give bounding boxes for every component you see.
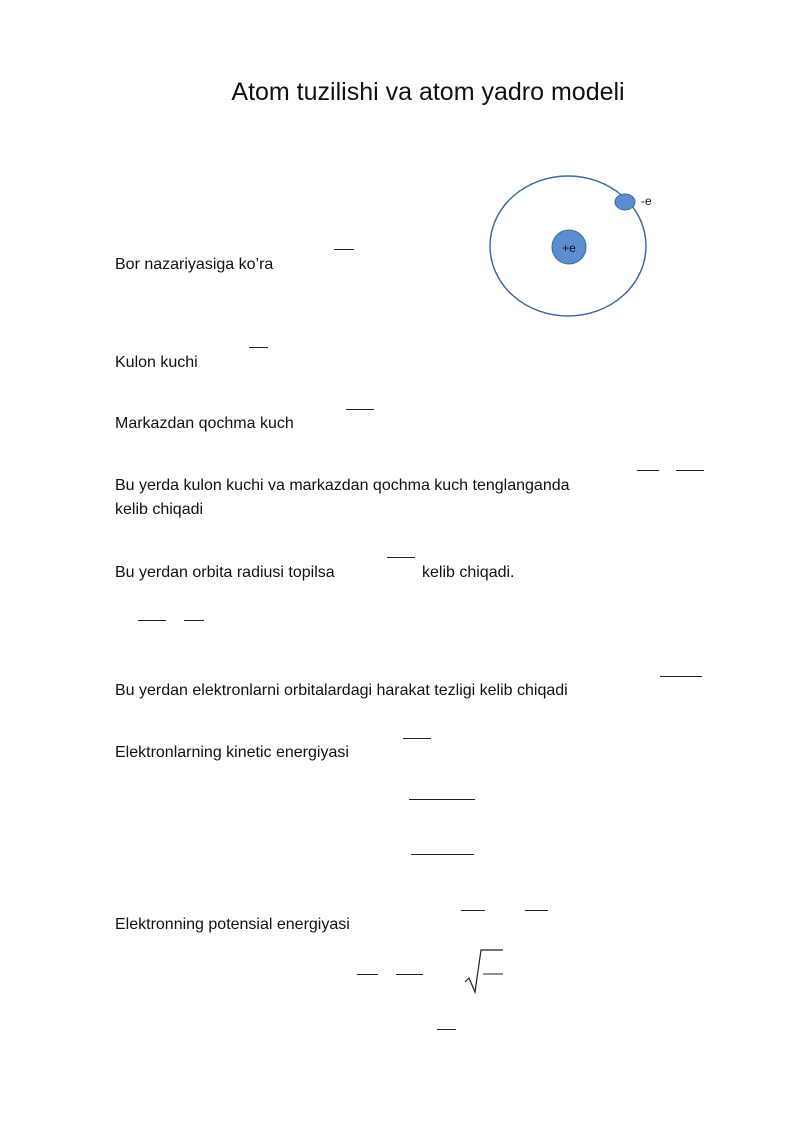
page-title: Atom tuzilishi va atom yadro modeli [231,78,625,106]
formula-fraction-bar [409,799,475,800]
formula-fraction-bar [138,620,166,621]
paragraph-tezlik: Bu yerdan elektronlarni orbitalardagi harakat tezligi kelib chiqadi [115,682,568,699]
formula-fraction-bar [637,470,659,471]
formula-fraction-bar [334,249,354,250]
formula-fraction-bar [660,676,702,677]
formula-fraction-bar [249,347,268,348]
formula-fraction-bar [403,738,431,739]
atom-diagram [486,170,676,322]
formula-fraction-bar [437,1029,456,1030]
paragraph-radius-a: Bu yerdan orbita radiusi topilsa [115,564,335,581]
formula-fraction-bar [346,409,374,410]
formula-fraction-bar [184,620,204,621]
paragraph-radius-b: kelib chiqadi. [422,564,515,581]
formula-fraction-bar [387,557,415,558]
electron-circle [615,194,635,210]
paragraph-tenglash-line1: Bu yerda kulon kuchi va markazdan qochma kuch tenglanganda [115,477,570,494]
electron-label: -e [641,194,652,208]
paragraph-bor: Bor nazariyasiga ko’ra [115,256,274,273]
paragraph-markazdan: Markazdan qochma kuch [115,415,294,432]
formula-fraction-bar [411,854,474,855]
square-root-icon [463,946,505,996]
formula-fraction-bar [396,974,423,975]
nucleus-label: +e [562,241,576,255]
paragraph-tenglash-line2: kelib chiqadi [115,501,204,518]
formula-fraction-bar [525,910,548,911]
formula-fraction-bar [676,470,704,471]
paragraph-kulon: Kulon kuchi [115,354,198,371]
formula-fraction-bar [461,910,485,911]
paragraph-potensial: Elektronning potensial energiyasi [115,916,350,933]
paragraph-kinetik: Elektronlarning kinetic energiyasi [115,744,349,761]
formula-fraction-bar [357,974,378,975]
